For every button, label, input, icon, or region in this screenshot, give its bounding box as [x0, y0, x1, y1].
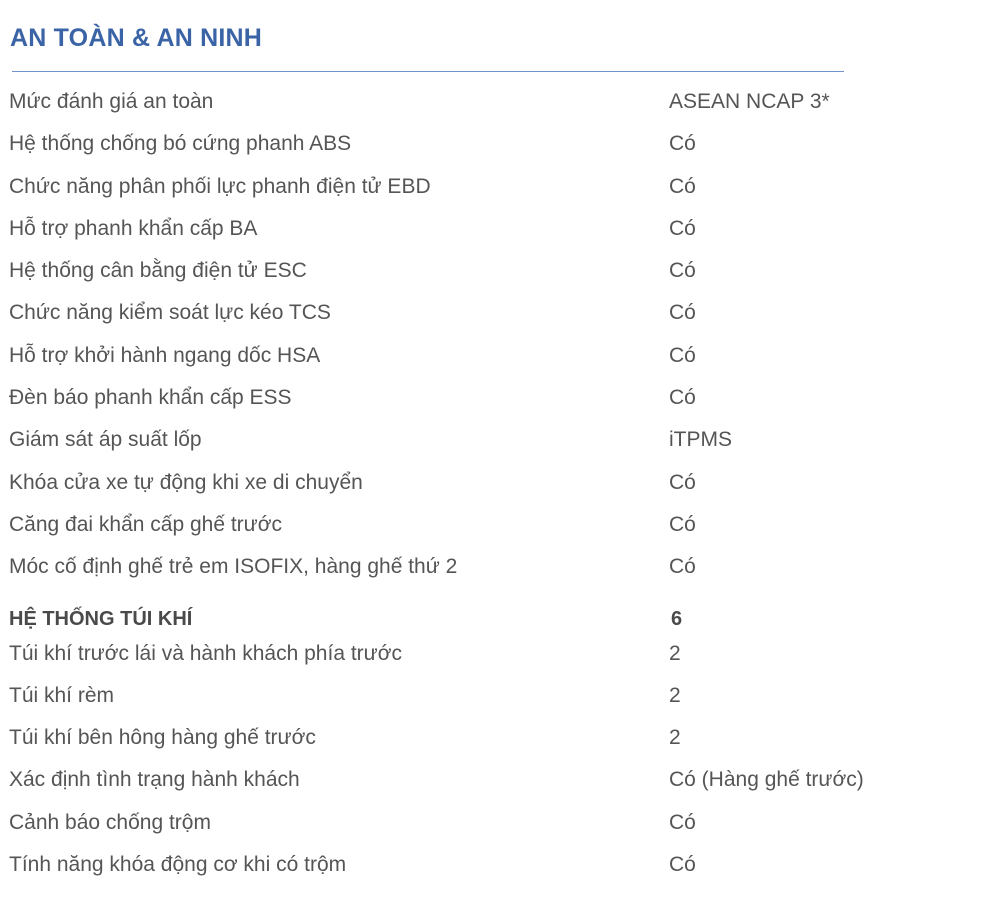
title-divider: [12, 71, 844, 72]
airbag-section-header: [0, 589, 1000, 635]
spec-row: [0, 546, 1000, 588]
spec-value: Có (Hàng ghế trước): [669, 768, 864, 792]
spec-value: Có: [669, 470, 696, 494]
spec-row: [0, 761, 1000, 803]
spec-label: Đèn báo phanh khẩn cấp ESS: [9, 386, 292, 410]
airbag-section-count: 6: [671, 607, 683, 630]
spec-value: Có: [669, 555, 696, 579]
spec-row: [0, 166, 1000, 208]
spec-label: Mức đánh giá an toàn: [9, 90, 214, 113]
spec-row: [0, 462, 1000, 504]
spec-value: iTPMS: [669, 428, 732, 452]
spec-label: Giám sát áp suất lốp: [9, 428, 202, 452]
spec-value: 2: [669, 726, 681, 750]
spec-value: Có: [669, 512, 696, 536]
spec-label: Túi khí rèm: [9, 683, 115, 707]
spec-value: Có: [669, 853, 696, 877]
spec-value: Có: [669, 386, 696, 410]
spec-label: Chức năng kiểm soát lực kéo TCS: [9, 301, 331, 325]
spec-value: Có: [669, 343, 696, 367]
spec-value: 2: [669, 683, 681, 707]
spec-row: [0, 635, 1000, 677]
spec-value: Có: [669, 810, 696, 834]
spec-row: [0, 419, 1000, 461]
spec-label: Xác định tình trạng hành khách: [9, 768, 300, 792]
spec-row: [0, 250, 1000, 292]
spec-row: [0, 208, 1000, 250]
spec-row: [0, 719, 1000, 761]
spec-row: [0, 81, 1000, 123]
spec-label: Túi khí trước lái và hành khách phía trước: [9, 641, 402, 665]
spec-value: Có: [669, 259, 696, 283]
spec-label: Chức năng phân phối lực phanh điện tử EBD: [9, 174, 431, 198]
spec-value: ASEAN NCAP 3*: [669, 90, 830, 113]
spec-value: Có: [669, 132, 696, 156]
spec-label: Hệ thống cân bằng điện tử ESC: [9, 259, 307, 283]
spec-row: [0, 123, 1000, 165]
spec-row: [0, 292, 1000, 334]
section-title: AN TOÀN & AN NINH: [10, 24, 263, 52]
spec-row: [0, 677, 1000, 719]
spec-row: [0, 335, 1000, 377]
spec-value: Có: [669, 174, 696, 198]
spec-row: [0, 846, 1000, 888]
spec-row: [0, 804, 1000, 846]
spec-label: Cảnh báo chống trộm: [9, 810, 211, 834]
airbag-section-label: HỆ THỐNG TÚI KHÍ: [9, 607, 193, 630]
spec-label: Khóa cửa xe tự động khi xe di chuyển: [9, 470, 363, 494]
spec-list: [0, 81, 1000, 888]
spec-label: Hỗ trợ phanh khẩn cấp BA: [9, 216, 258, 240]
spec-value: 2: [669, 641, 681, 665]
spec-label: Hỗ trợ khởi hành ngang dốc HSA: [9, 343, 321, 367]
spec-value: Có: [669, 216, 696, 240]
spec-row: [0, 504, 1000, 546]
spec-label: Căng đai khẩn cấp ghế trước: [9, 512, 282, 536]
spec-value: Có: [669, 301, 696, 325]
spec-row: [0, 377, 1000, 419]
spec-label: Tính năng khóa động cơ khi có trộm: [9, 853, 347, 877]
spec-label: Hệ thống chống bó cứng phanh ABS: [9, 132, 352, 156]
spec-label: Móc cố định ghế trẻ em ISOFIX, hàng ghế thứ 2: [9, 555, 458, 579]
spec-label: Túi khí bên hông hàng ghế trước: [9, 726, 316, 750]
